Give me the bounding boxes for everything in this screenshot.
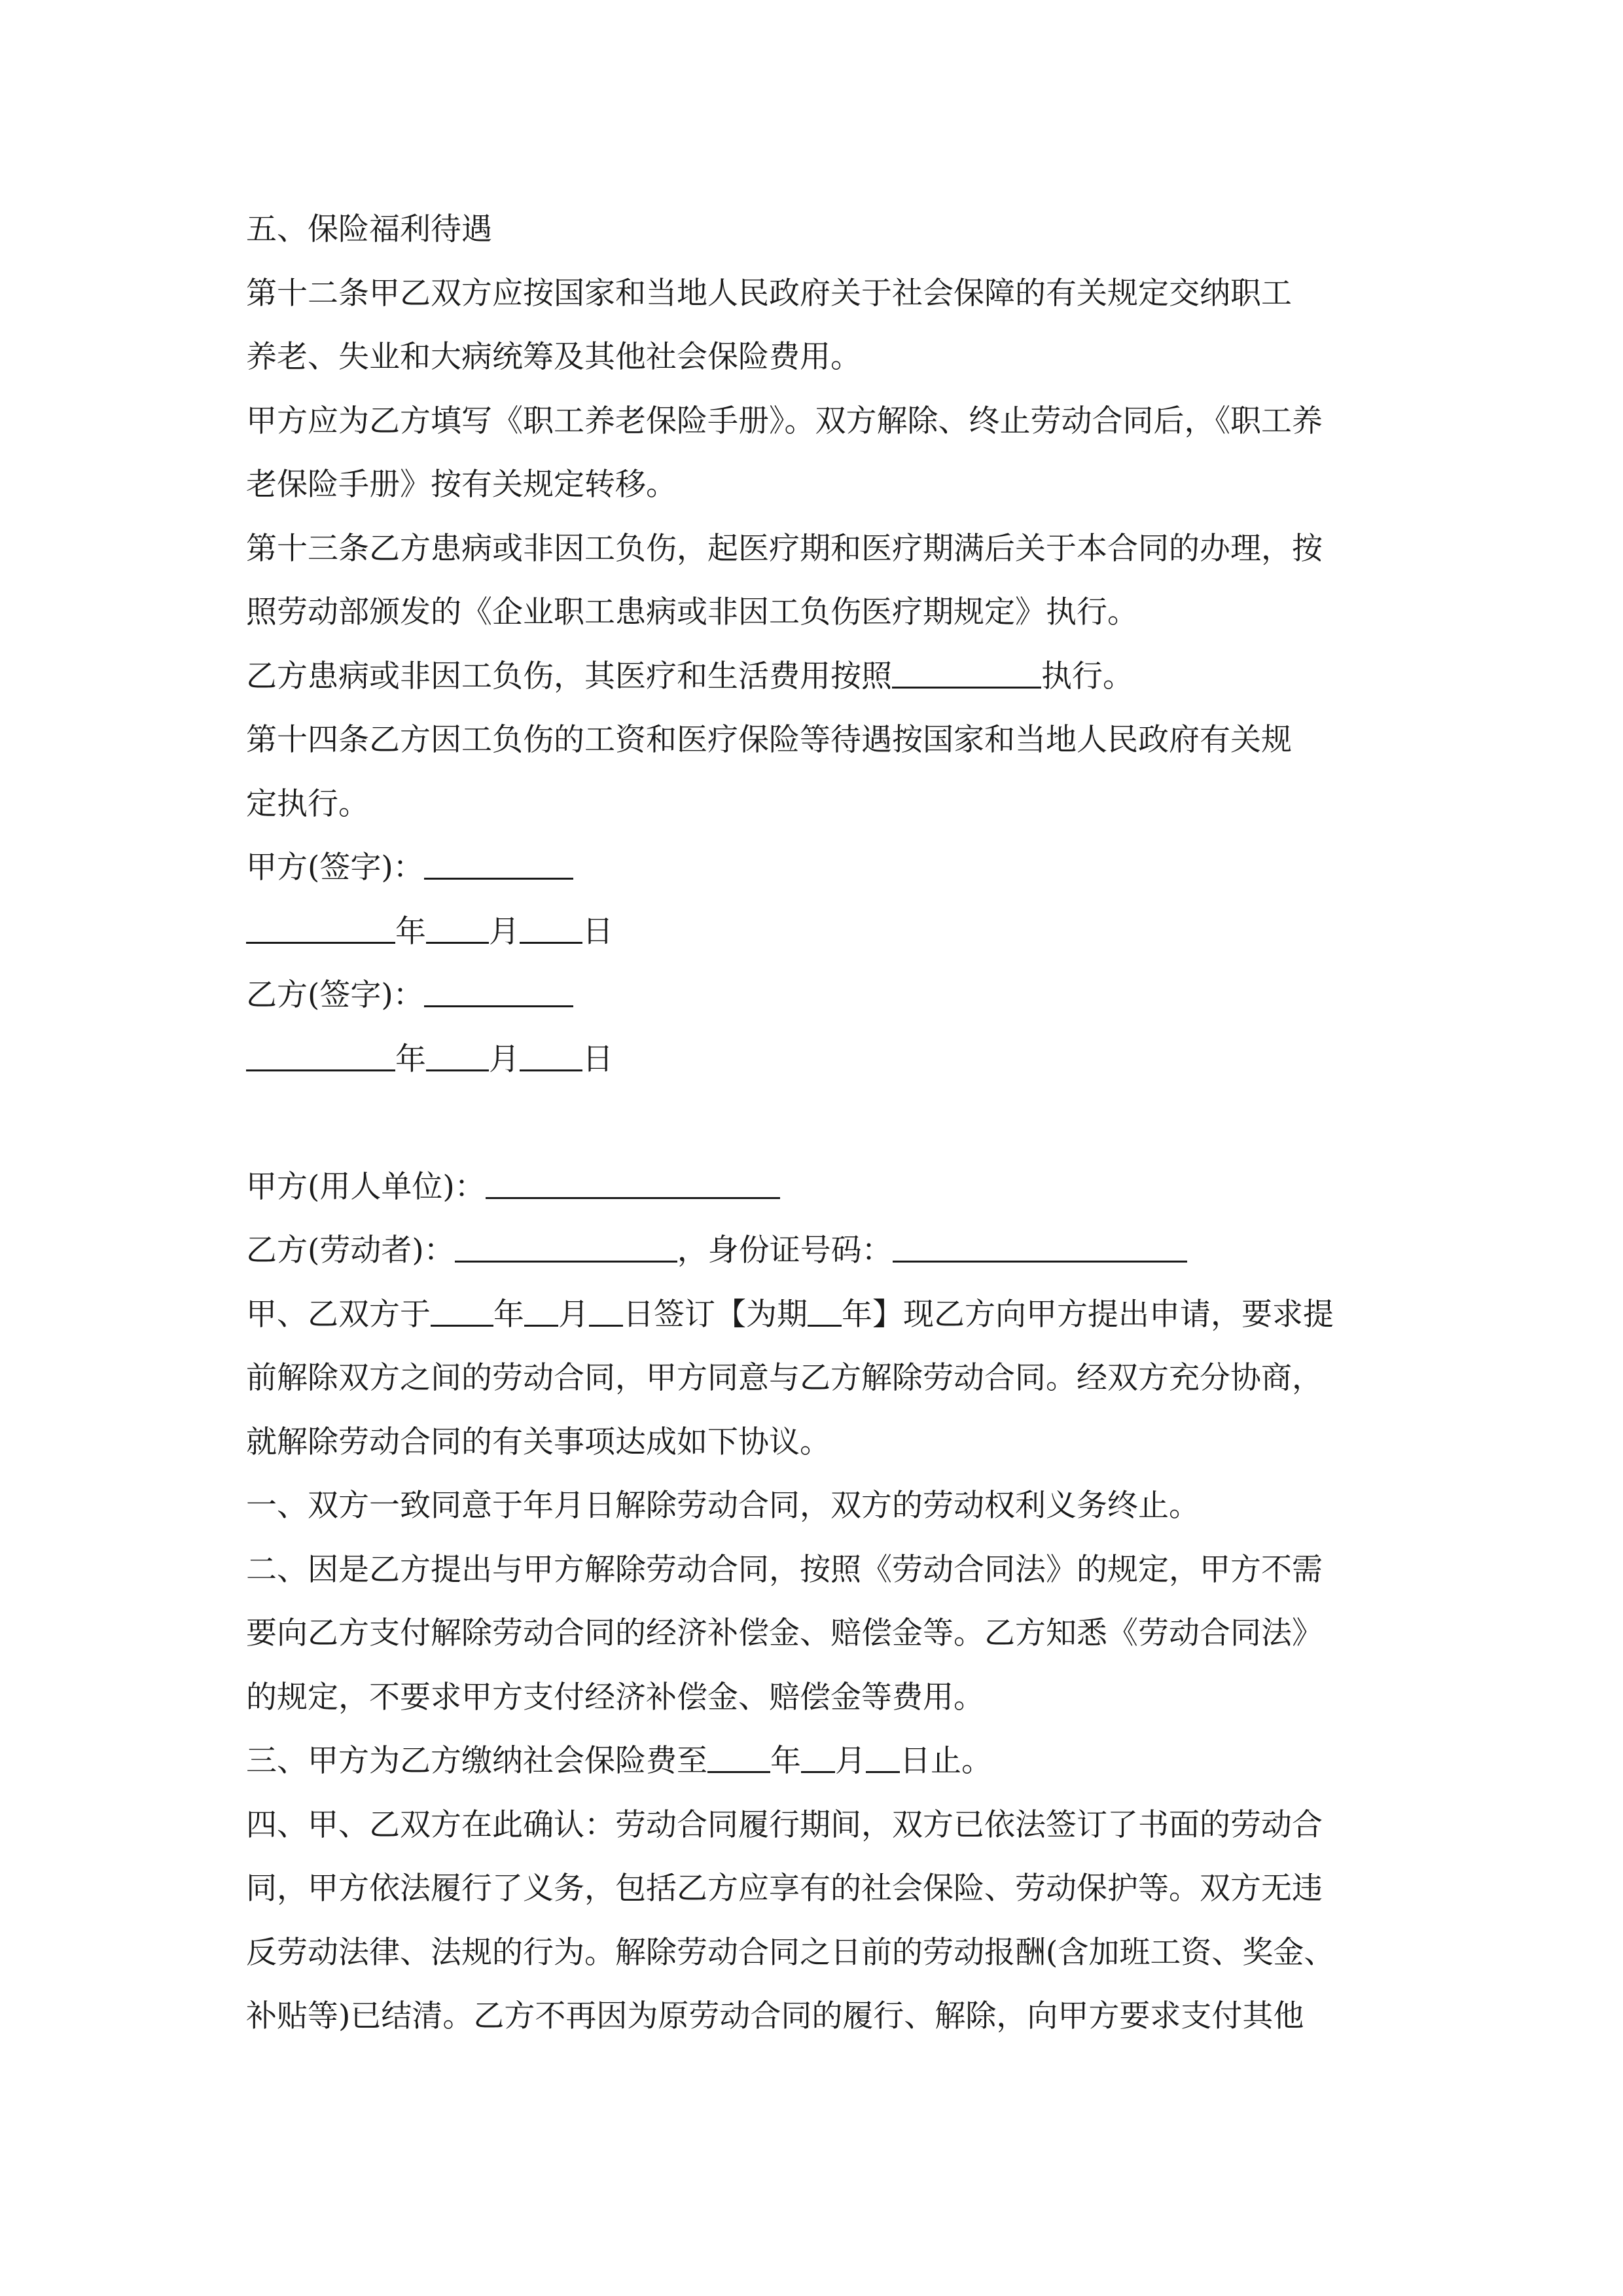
item-2-line-2: 要向乙方支付解除劳动合同的经济补偿金、赔偿金等。乙方知悉《劳动合同法》 [246,1615,1323,1651]
id-number-blank[interactable] [893,1219,1187,1263]
party-a-signature-label: 甲方(签字)： [246,850,424,886]
employer-blank[interactable] [486,1155,780,1199]
year-label: 年 [395,913,426,950]
sign-day-blank[interactable] [589,1283,623,1327]
intro-month: 月 [558,1296,589,1333]
clause-12-line-2: 养老、失业和大病统筹及其他社会保险费用。 [246,339,861,375]
clause-13b-suffix: 执行。 [1041,658,1133,694]
item-4-line-2: 同，甲方依法履行了义务，包括乙方应享有的社会保险、劳动保护等。双方无违 [246,1871,1323,1907]
day-label: 日 [582,913,613,950]
intro-year: 年 [493,1296,524,1333]
medical-cost-basis-blank[interactable] [892,645,1041,689]
item-4-line-1: 四、甲、乙双方在此确认：劳动合同履行期间，双方已依法签订了书面的劳动合 [246,1806,1323,1843]
section-title: 五、保险福利待遇 [246,211,492,247]
clause-13b-prefix: 乙方患病或非因工负伤，其医疗和生活费用按照 [246,658,892,694]
item-2-line-3: 的规定，不要求甲方支付经济补偿金、赔偿金等费用。 [246,1679,984,1715]
item-2-line-1: 二、因是乙方提出与甲方解除劳动合同，按照《劳动合同法》的规定，甲方不需 [246,1551,1323,1588]
party-a-signature-blank[interactable] [424,836,573,880]
item-4-line-3: 反劳动法律、法规的行为。解除劳动合同之日前的劳动报酬(含加班工资、奖金、 [246,1934,1335,1971]
intro-line-1 [246,1283,1398,1347]
item-1: 一、双方一致同意于年月日解除劳动合同，双方的劳动权利义务终止。 [246,1488,1200,1524]
clause-12b-line-1: 甲方应为乙方填写《职工养老保险手册》。双方解除、终止劳动合同后，《职工养 [246,403,1323,439]
intro-line-2: 前解除双方之间的劳动合同，甲方同意与乙方解除劳动合同。经双方充分协商， [246,1360,1323,1396]
clause-12b-line-2: 老保险手册》按有关规定转移。 [246,467,677,503]
intro-year-close: 年】现乙方向甲方提出申请，要求提 [842,1296,1334,1333]
party-b-day-blank[interactable] [520,1028,582,1071]
item-3-prefix: 三、甲方为乙方缴纳社会保险费至 [246,1743,707,1779]
sign-year-blank[interactable] [431,1283,493,1327]
party-b-year-blank[interactable] [246,1028,395,1071]
clause-12-line-1: 第十二条甲乙双方应按国家和当地人民政府关于社会保障的有关规定交纳职工 [246,275,1292,312]
insurance-year-blank[interactable] [707,1729,770,1773]
party-b-signature-blank[interactable] [424,963,573,1007]
id-number-label: ，身份证号码： [677,1232,893,1268]
party-b-date-row [246,1028,1398,1092]
item-3 [246,1729,1398,1793]
employer-label: 甲方(用人单位)： [246,1168,486,1205]
sign-month-blank[interactable] [524,1283,558,1327]
insurance-month-blank[interactable] [801,1729,835,1773]
item-3-year: 年 [770,1743,801,1779]
year-label: 年 [395,1041,426,1077]
employee-name-blank[interactable] [455,1219,677,1263]
party-a-month-blank[interactable] [426,900,489,944]
day-label: 日 [582,1041,613,1077]
employer-row [246,1155,1398,1219]
insurance-day-blank[interactable] [866,1729,900,1773]
intro-day-sign: 日签订【为期 [623,1296,808,1333]
item-4-line-4: 补贴等)已结清。乙方不再因为原劳动合同的履行、解除，向甲方要求支付其他 [246,1998,1304,2034]
intro-line-3: 就解除劳动合同的有关事项达成如下协议。 [246,1424,830,1460]
party-a-signature-row [246,836,1398,900]
party-a-date-row [246,900,1398,964]
clause-14-line-1: 第十四条乙方因工负伤的工资和医疗保险等待遇按国家和当地人民政府有关规 [246,722,1292,758]
employee-label: 乙方(劳动者)： [246,1232,455,1268]
item-3-day: 日止。 [900,1743,992,1779]
intro-text-1: 甲、乙双方于 [246,1296,431,1333]
clause-14-line-2: 定执行。 [246,785,369,822]
clause-13-line-2: 照劳动部颁发的《企业职工患病或非因工负伤医疗期规定》执行。 [246,594,1138,630]
month-label: 月 [489,913,520,950]
employee-row [246,1219,1398,1283]
month-label: 月 [489,1041,520,1077]
party-a-day-blank[interactable] [520,900,582,944]
party-b-month-blank[interactable] [426,1028,489,1071]
clause-13b [246,645,1398,709]
section-gap [246,1091,1398,1155]
party-a-year-blank[interactable] [246,900,395,944]
document-page [246,198,1398,2049]
clause-13-line-1: 第十三条乙方患病或非因工负伤，起医疗期和医疗期满后关于本合同的办理，按 [246,530,1323,567]
item-3-month: 月 [835,1743,866,1779]
party-b-signature-label: 乙方(签字)： [246,977,424,1013]
party-b-signature-row [246,963,1398,1028]
term-years-blank[interactable] [808,1283,842,1327]
